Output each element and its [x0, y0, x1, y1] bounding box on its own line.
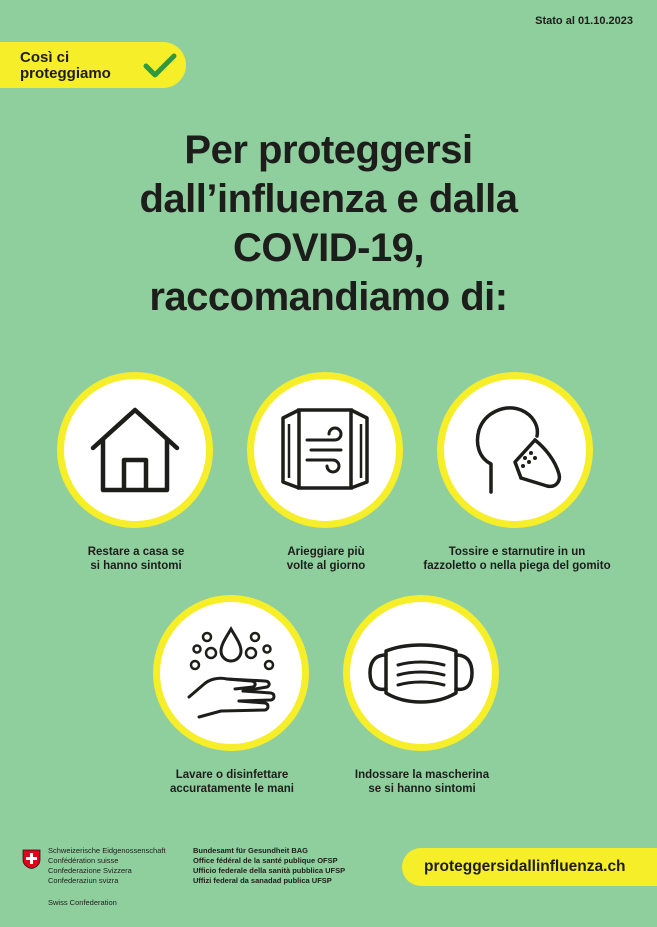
measure-circle-mask: [343, 595, 499, 751]
website-url[interactable]: proteggersidallinfluenza.ch: [402, 848, 657, 886]
caption-ventilate: Arieggiare più volte al giorno: [286, 546, 366, 572]
slogan-badge: [0, 42, 186, 88]
house-icon: [87, 402, 183, 498]
measure-circle-cough-elbow: [437, 372, 593, 528]
swiss-flag-icon: [22, 849, 41, 869]
cough-elbow-icon: [465, 400, 565, 500]
check-icon: [143, 53, 177, 79]
mask-icon: [366, 633, 476, 713]
window-icon: [275, 402, 375, 498]
caption-wash-hands: Lavare o disinfettare accuratamente le mani: [169, 769, 294, 795]
caption-stay-home: Restare a casa se si hanno sintomi: [87, 546, 185, 572]
caption-cough-elbow: Tossire e starnutire in un fazzoletto o nella piega del gomito: [423, 546, 611, 572]
caption-mask: Indossare la mascherina se si hanno sintomi: [354, 769, 490, 795]
measure-circle-ventilate: [247, 372, 403, 528]
confederation-english: Swiss Confederation: [48, 898, 117, 907]
headline: Per proteggersi dall’influenza e dalla COVID-19, raccomandiamo di:: [139, 128, 518, 319]
confederation-names: Schweizerische Eidgenossenschaft Confédération suisse Confederazione Svizzera Confederaziun svizra: [48, 846, 166, 885]
hand-washing-icon: [181, 623, 281, 723]
office-names: Bundesamt für Gesundheit BAG Office fédéral de la santé publique OFSP Ufficio federale della sanità pubblica UFSP Uffizi federal da sanadad publica UFSP: [193, 846, 346, 885]
slogan-text: Così ci proteggiamo: [20, 49, 111, 82]
date-stamp: Stato al 01.10.2023: [535, 15, 633, 27]
measure-circle-stay-home: [57, 372, 213, 528]
measure-circle-wash-hands: [153, 595, 309, 751]
